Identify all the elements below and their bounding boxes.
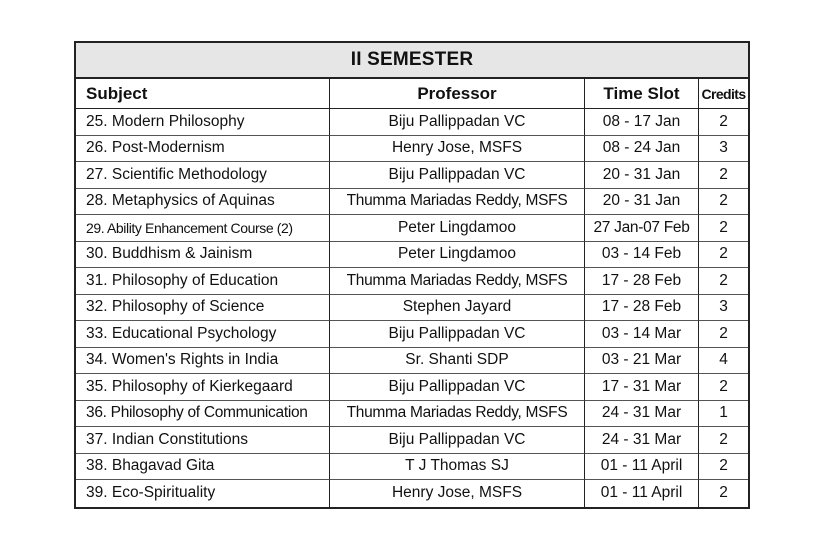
header-subject: Subject [76,79,330,109]
row-credits: 2 [699,215,748,242]
row-subject: 35. Philosophy of Kierkegaard [76,374,330,401]
row-professor: Biju Pallippadan VC [330,321,585,348]
row-time-slot: 17 - 28 Feb [585,268,699,295]
row-professor: T J Thomas SJ [330,454,585,481]
row-credits: 2 [699,109,748,136]
row-subject: 38. Bhagavad Gita [76,454,330,481]
row-subject: 26. Post-Modernism [76,136,330,163]
row-credits: 2 [699,242,748,269]
row-credits: 2 [699,427,748,454]
row-time-slot: 27 Jan-07 Feb [585,215,699,242]
row-professor: Sr. Shanti SDP [330,348,585,375]
row-professor: Thumma Mariadas Reddy, MSFS [330,189,585,216]
row-professor: Thumma Mariadas Reddy, MSFS [330,268,585,295]
row-time-slot: 17 - 31 Mar [585,374,699,401]
schedule-grid [76,79,748,507]
semester-title: II SEMESTER [76,43,748,79]
row-time-slot: 20 - 31 Jan [585,189,699,216]
row-subject: 39. Eco-Spirituality [76,480,330,507]
row-time-slot: 01 - 11 April [585,454,699,481]
row-credits: 2 [699,268,748,295]
row-time-slot: 08 - 17 Jan [585,109,699,136]
row-credits: 3 [699,136,748,163]
row-time-slot: 24 - 31 Mar [585,427,699,454]
row-subject: 30. Buddhism & Jainism [76,242,330,269]
row-time-slot: 24 - 31 Mar [585,401,699,428]
row-professor: Peter Lingdamoo [330,242,585,269]
row-time-slot: 17 - 28 Feb [585,295,699,322]
row-time-slot: 03 - 21 Mar [585,348,699,375]
row-professor: Thumma Mariadas Reddy, MSFS [330,401,585,428]
row-credits: 2 [699,321,748,348]
row-credits: 4 [699,348,748,375]
row-subject: 31. Philosophy of Education [76,268,330,295]
row-subject: 29. Ability Enhancement Course (2) [76,215,330,242]
row-professor: Henry Jose, MSFS [330,480,585,507]
semester-schedule-table [74,41,750,509]
row-professor: Peter Lingdamoo [330,215,585,242]
row-subject: 33. Educational Psychology [76,321,330,348]
row-time-slot: 03 - 14 Mar [585,321,699,348]
row-professor: Biju Pallippadan VC [330,374,585,401]
header-time-slot: Time Slot [585,79,699,109]
row-subject: 32. Philosophy of Science [76,295,330,322]
row-professor: Biju Pallippadan VC [330,109,585,136]
header-credits: Credits [699,79,748,109]
row-subject: 34. Women's Rights in India [76,348,330,375]
row-credits: 2 [699,454,748,481]
row-professor: Stephen Jayard [330,295,585,322]
row-professor: Biju Pallippadan VC [330,162,585,189]
row-subject: 37. Indian Constitutions [76,427,330,454]
row-subject: 27. Scientific Methodology [76,162,330,189]
row-subject: 28. Metaphysics of Aquinas [76,189,330,216]
row-subject: 25. Modern Philosophy [76,109,330,136]
row-credits: 2 [699,374,748,401]
row-subject: 36. Philosophy of Communication [76,401,330,428]
row-credits: 2 [719,484,728,502]
row-time-slot: 01 - 11 April [585,480,699,507]
row-credits: 2 [699,189,748,216]
row-credits: 1 [699,401,748,428]
row-time-slot: 03 - 14 Feb [585,242,699,269]
row-time-slot: 08 - 24 Jan [585,136,699,163]
row-professor: Henry Jose, MSFS [330,136,585,163]
row-professor: Biju Pallippadan VC [330,427,585,454]
row-credits: 2 [699,162,748,189]
row-time-slot: 20 - 31 Jan [585,162,699,189]
header-professor: Professor [330,79,585,109]
row-credits: 3 [699,295,748,322]
